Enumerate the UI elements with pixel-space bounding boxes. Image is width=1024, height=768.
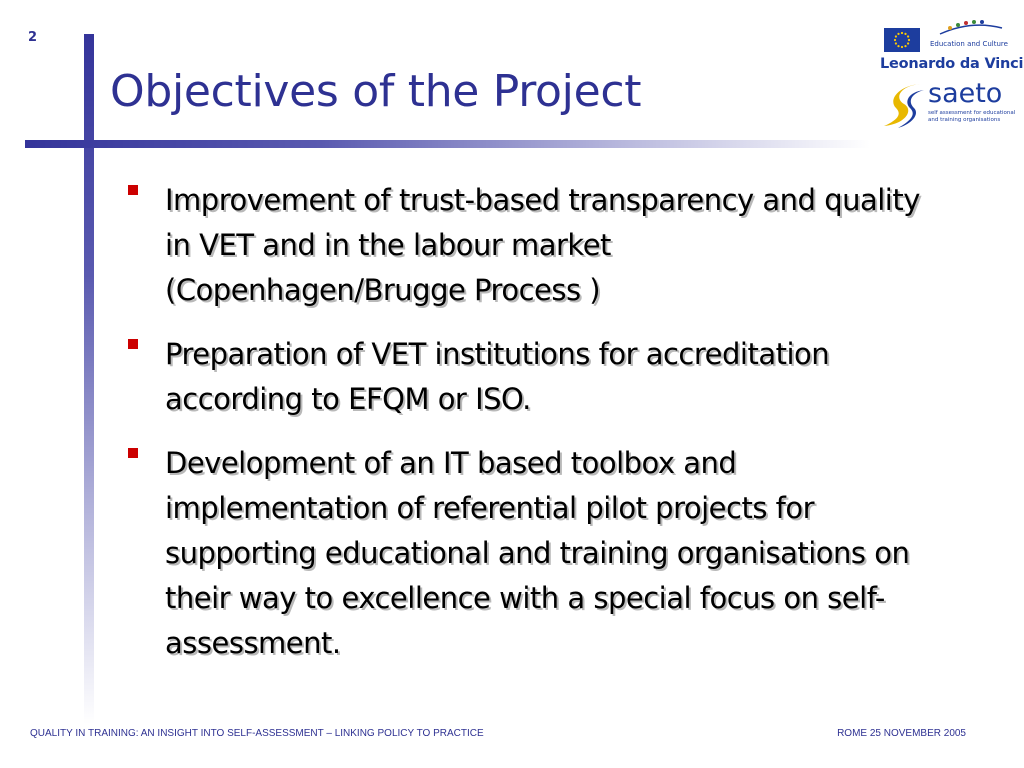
saeto-swoosh-icon: [880, 80, 928, 130]
saeto-tagline: self assessment for educational and training organisations: [928, 110, 1016, 123]
bullet-line: assessment.: [165, 626, 341, 660]
eu-stars-icon: [884, 28, 920, 52]
bullet-line: Preparation of VET institutions for accreditation: [165, 337, 830, 371]
leonardo-swoosh-icon: [936, 18, 1006, 38]
vertical-accent-bar: [84, 34, 94, 724]
logo-group: [878, 18, 1024, 130]
program-name: Leonardo da Vinci: [880, 56, 1024, 72]
bullet-item: [125, 178, 985, 313]
footer-date: ROME 25 NOVEMBER 2005: [837, 728, 966, 739]
bullet-line: (Copenhagen/Brugge Process ): [165, 273, 601, 307]
bullet-line: Development of an IT based toolbox and: [165, 446, 737, 480]
bullet-line: their way to excellence with a special focus on self-: [165, 581, 885, 615]
bullet-square-icon: [128, 339, 138, 349]
bullet-text: [165, 441, 985, 666]
bullet-square-icon: [128, 448, 138, 458]
slide-number: 2: [28, 30, 38, 45]
bullet-line: supporting educational and training organisations on: [165, 536, 910, 570]
footer-left-text: QUALITY IN TRAINING: AN INSIGHT INTO SELF-ASSESSMENT – LINKING POLICY TO PRACTICE: [30, 728, 484, 739]
bullet-line: in VET and in the labour market: [165, 228, 611, 262]
bullet-text: [165, 178, 985, 313]
bullet-item: [125, 332, 985, 422]
saeto-wordmark: saeto: [928, 78, 1003, 109]
bullet-item: [125, 441, 985, 666]
bullet-line: Improvement of trust-based transparency and quality: [165, 183, 920, 217]
horizontal-accent-bar: [25, 140, 870, 148]
eu-caption: Education and Culture: [930, 40, 1008, 48]
eu-flag-logo: [884, 28, 920, 52]
bullet-line: according to EFQM or ISO.: [165, 382, 531, 416]
bullet-line: implementation of referential pilot projects for: [165, 491, 815, 525]
slide-title: Objectives of the Project: [110, 66, 642, 117]
bullet-text: [165, 332, 985, 422]
bullet-square-icon: [128, 185, 138, 195]
bullet-list: [125, 178, 985, 685]
